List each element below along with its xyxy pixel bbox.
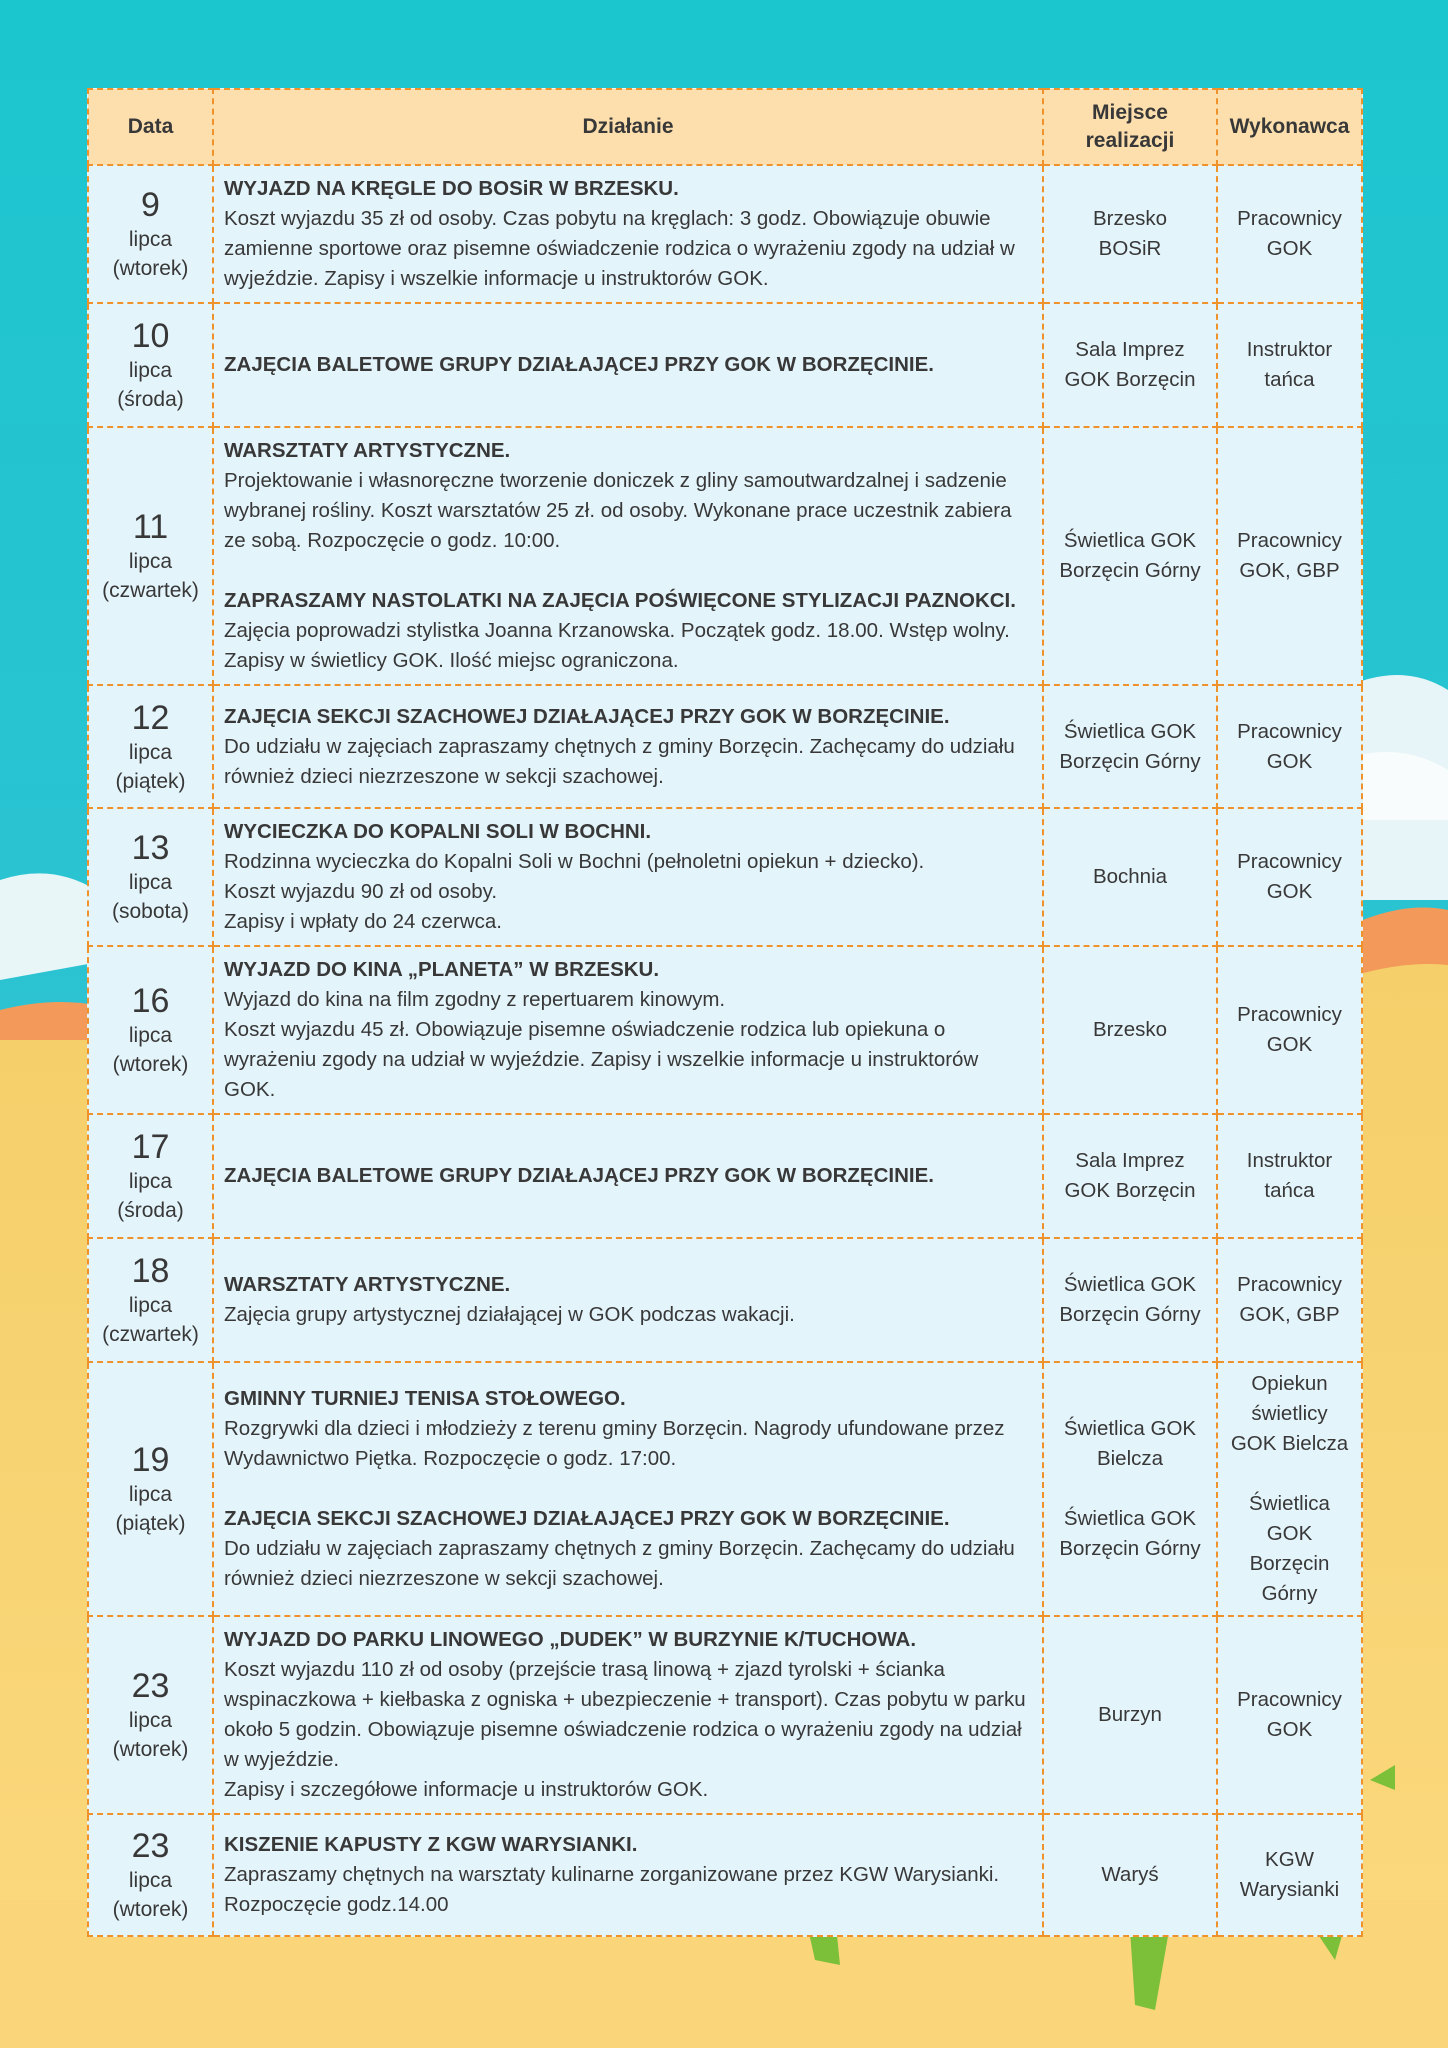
performer-cell (1217, 303, 1362, 427)
table-row (88, 303, 1362, 427)
performer-cell (1217, 1114, 1362, 1238)
date-cell (88, 1114, 213, 1238)
table-row (88, 1114, 1362, 1238)
activity-title: WYCIECZKA DO KOPALNI SOLI W BOCHNI. (224, 820, 652, 843)
activity-description: Do udziału w zajęciach zapraszamy chętnych z gminy Borzęcin. Zachęcamy do udziału również dzieci niezrzeszone w sekcji szachowej. (224, 734, 1015, 788)
action-cell (213, 1814, 1043, 1936)
header-row (88, 89, 1362, 165)
month-label: lipca (128, 550, 173, 573)
performer-text: Instruktor tańca (1246, 1149, 1333, 1202)
performer-cell (1217, 427, 1362, 685)
activity-entry (224, 955, 1032, 1105)
activity-title: WYJAZD DO KINA „PLANETA” W BRZESKU. (224, 958, 660, 981)
month-label: lipca (128, 1294, 173, 1317)
place-text: Świetlica GOK Borzęcin Górny (1059, 719, 1201, 773)
action-cell (213, 1114, 1043, 1238)
date-cell (88, 1616, 213, 1814)
weekday-label: (środa) (117, 388, 184, 411)
date-cell (88, 685, 213, 808)
day-number: 12 (131, 698, 170, 737)
weekday-label: (piątek) (115, 1512, 186, 1535)
place-cell (1043, 685, 1217, 808)
place-text: Brzesko BOSiR (1092, 207, 1168, 260)
month-label: lipca (128, 228, 173, 251)
activity-entry (224, 436, 1032, 556)
month-label: lipca (128, 1483, 173, 1506)
header-date: Data (88, 89, 213, 165)
weekday-label: (czwartek) (102, 579, 199, 602)
table-row (88, 685, 1362, 808)
action-cell (213, 165, 1043, 303)
performer-cell (1217, 685, 1362, 808)
performer-text: Świetlica GOK Borzęcin Górny (1249, 1492, 1330, 1605)
action-cell (213, 427, 1043, 685)
table-row (88, 1814, 1362, 1936)
action-cell (213, 1362, 1043, 1616)
place-text: Świetlica GOK Borzęcin Górny (1059, 529, 1201, 582)
date-cell (88, 427, 213, 685)
month-label: lipca (128, 1170, 173, 1193)
place-cell (1043, 427, 1217, 685)
place-cell (1043, 1238, 1217, 1362)
activity-title: KISZENIE KAPUSTY Z KGW WARYSIANKI. (224, 1833, 638, 1856)
performer-text: Pracownicy GOK (1237, 719, 1342, 773)
place-text: Świetlica GOK Bielcza (1063, 1417, 1197, 1470)
place-text: Świetlica GOK Borzęcin Górny (1059, 1507, 1201, 1560)
table-row (88, 946, 1362, 1114)
activity-entry (224, 817, 1032, 937)
day-number: 17 (131, 1128, 170, 1166)
weekday-label: (wtorek) (112, 1053, 189, 1076)
day-number: 16 (131, 982, 170, 1020)
date-cell (88, 303, 213, 427)
day-number: 9 (141, 186, 160, 224)
activity-description: Projektowanie i własnoręczne tworzenie doniczek z gliny samoutwardzalnej i sadzenie wybranej rośliny. Koszt warsztatów 25 zł. od osoby. Wykonane prace uczestnik zabiera ze sobą. Rozpoczęcie o godz. 10:00. (224, 469, 1012, 552)
month-label: lipca (128, 871, 173, 894)
performer-text: Instruktor tańca (1246, 338, 1333, 391)
activity-description: Wyjazd do kina na film zgodny z repertuarem kinowym. Koszt wyjazdu 45 zł. Obowiązuje pisemne oświadczenie rodzica lub opiekuna o wyrażeniu zgody na udział w wyjeździe. Zapisy i wszelkie informacje u instruktorów GOK. (224, 988, 979, 1101)
day-number: 13 (131, 829, 170, 867)
action-cell (213, 303, 1043, 427)
day-number: 10 (131, 317, 170, 355)
place-cell (1043, 1814, 1217, 1936)
place-text: Bochnia (1092, 865, 1168, 888)
table-row (88, 1238, 1362, 1362)
action-cell (213, 1238, 1043, 1362)
table-row (88, 1362, 1362, 1616)
activity-title: ZAJĘCIA BALETOWE GRUPY DZIAŁAJĄCEJ PRZY GOK W BORZĘCINIE. (224, 353, 934, 376)
activity-entry (224, 350, 1032, 380)
activity-title: ZAJĘCIA SEKCJI SZACHOWEJ DZIAŁAJĄCEJ PRZY GOK W BORZĘCINIE. (224, 1507, 950, 1530)
table-row (88, 427, 1362, 685)
performer-cell (1217, 946, 1362, 1114)
weekday-label: (sobota) (111, 900, 190, 923)
date-cell (88, 1238, 213, 1362)
performer-cell (1217, 1238, 1362, 1362)
schedule-table (87, 88, 1363, 1937)
month-label: lipca (128, 359, 173, 382)
performer-text: Pracownicy GOK (1237, 850, 1342, 903)
action-cell (213, 1616, 1043, 1814)
header-place: Miejsce realizacji (1043, 89, 1217, 165)
activity-title: WYJAZD NA KRĘGLE DO BOSiR W BRZESKU. (224, 177, 679, 200)
performer-cell (1217, 1362, 1362, 1616)
performer-text: Pracownicy GOK (1237, 1688, 1342, 1741)
activity-title: GMINNY TURNIEJ TENISA STOŁOWEGO. (224, 1387, 626, 1410)
month-label: lipca (128, 740, 173, 764)
weekday-label: (wtorek) (112, 1898, 189, 1921)
performer-cell (1217, 808, 1362, 946)
performer-text: Opiekun świetlicy GOK Bielcza (1230, 1372, 1349, 1455)
activity-title: ZAJĘCIA SEKCJI SZACHOWEJ DZIAŁAJĄCEJ PRZY GOK W BORZĘCINIE. (224, 704, 950, 728)
weekday-label: (piątek) (115, 769, 186, 793)
date-cell (88, 946, 213, 1114)
action-cell (213, 946, 1043, 1114)
weekday-label: (wtorek) (112, 1738, 189, 1761)
performer-cell (1217, 1616, 1362, 1814)
activity-description: Zajęcia grupy artystycznej działającej w GOK podczas wakacji. (224, 1303, 795, 1326)
month-label: lipca (128, 1024, 173, 1047)
activity-entry (224, 1384, 1032, 1474)
activity-title: ZAPRASZAMY NASTOLATKI NA ZAJĘCIA POŚWIĘCONE STYLIZACJI PAZNOKCI. (224, 589, 1016, 612)
action-cell (213, 685, 1043, 808)
place-text: Brzesko (1092, 1018, 1168, 1041)
place-cell (1043, 303, 1217, 427)
place-text: Świetlica GOK Borzęcin Górny (1059, 1273, 1201, 1326)
header-performer: Wykonawca (1217, 89, 1362, 165)
date-cell (88, 165, 213, 303)
date-cell (88, 808, 213, 946)
place-text: Waryś (1101, 1863, 1159, 1886)
table-row (88, 808, 1362, 946)
activity-entry (224, 174, 1032, 294)
day-number: 11 (132, 508, 169, 546)
place-cell (1043, 165, 1217, 303)
activity-entry (224, 586, 1032, 676)
activity-description: Do udziału w zajęciach zapraszamy chętnych z gminy Borzęcin. Zachęcamy do udziału również dzieci niezrzeszone w sekcji szachowej. (224, 1537, 1015, 1590)
place-cell (1043, 1114, 1217, 1238)
activity-entry (224, 1830, 1032, 1920)
table-row (88, 165, 1362, 303)
activity-entry (224, 1504, 1032, 1594)
day-number: 19 (131, 1441, 170, 1479)
activity-entry (224, 702, 1032, 792)
performer-text: KGW Warysianki (1239, 1848, 1340, 1901)
weekday-label: (wtorek) (112, 257, 189, 280)
performer-cell (1217, 1814, 1362, 1936)
activity-description: Zajęcia poprowadzi stylistka Joanna Krzanowska. Początek godz. 18.00. Wstęp wolny. Zapisy w świetlicy GOK. Ilość miejsc ograniczona. (224, 619, 1010, 672)
activity-description: Koszt wyjazdu 35 zł od osoby. Czas pobytu na kręglach: 3 godz. Obowiązuje obuwie zamienne sportowe oraz pisemne oświadczenie rodzica o wyrażeniu zgody na udział w wyjeździe. Zapisy i wszelkie informacje u instruktorów GOK. (224, 207, 1015, 290)
performer-text: Pracownicy GOK (1237, 1003, 1342, 1056)
activity-description: Zapraszamy chętnych na warsztaty kulinarne zorganizowane przez KGW Warysianki. Rozpoczęcie godz.14.00 (224, 1863, 1000, 1916)
performer-cell (1217, 165, 1362, 303)
activity-entry (224, 1625, 1032, 1805)
performer-text: Pracownicy GOK, GBP (1237, 529, 1342, 582)
table-row (88, 1616, 1362, 1814)
activity-title: WARSZTATY ARTYSTYCZNE. (224, 439, 511, 462)
place-text: Sala Imprez GOK Borzęcin (1064, 338, 1196, 391)
month-label: lipca (128, 1709, 173, 1732)
activity-title: WYJAZD DO PARKU LINOWEGO „DUDEK” W BURZYNIE K/TUCHOWA. (224, 1628, 917, 1651)
action-cell (213, 808, 1043, 946)
activity-description: Koszt wyjazdu 110 zł od osoby (przejście trasą linową + zjazd tyrolski + ścianka wspinaczkowa + kiełbaska z ogniska + ubezpieczenie + transport). Czas pobytu w parku około 5 godzin. Obowiązuje pisemne oświadczenie rodzica o wyrażeniu zgody na udział w wyjeździe. Zapisy i szczegółowe informacje u instruktorów GOK. (224, 1658, 1026, 1801)
activity-title: ZAJĘCIA BALETOWE GRUPY DZIAŁAJĄCEJ PRZY GOK W BORZĘCINIE. (224, 1164, 934, 1187)
day-number: 23 (131, 1827, 170, 1865)
weekday-label: (środa) (117, 1199, 184, 1222)
day-number: 23 (131, 1667, 170, 1705)
activity-description: Rodzinna wycieczka do Kopalni Soli w Bochni (pełnoletni opiekun + dziecko). Koszt wyjazdu 90 zł od osoby. Zapisy i wpłaty do 24 czerwca. (224, 850, 925, 933)
activity-entry (224, 1161, 1032, 1191)
weekday-label: (czwartek) (102, 1323, 199, 1346)
activity-title: WARSZTATY ARTYSTYCZNE. (224, 1273, 511, 1296)
day-number: 18 (131, 1252, 170, 1290)
place-cell (1043, 1362, 1217, 1616)
activity-entry (224, 1270, 1032, 1330)
place-text: Sala Imprez GOK Borzęcin (1064, 1149, 1196, 1202)
date-cell (88, 1362, 213, 1616)
place-cell (1043, 946, 1217, 1114)
date-cell (88, 1814, 213, 1936)
place-cell (1043, 808, 1217, 946)
place-cell (1043, 1616, 1217, 1814)
performer-text: Pracownicy GOK, GBP (1237, 1273, 1342, 1326)
header-action: Działanie (213, 89, 1043, 165)
place-text: Burzyn (1098, 1703, 1162, 1726)
month-label: lipca (128, 1869, 173, 1892)
activity-description: Rozgrywki dla dzieci i młodzieży z terenu gminy Borzęcin. Nagrody ufundowane przez Wydawnictwo Piętka. Rozpoczęcie o godz. 17:00. (224, 1417, 1005, 1470)
performer-text: Pracownicy GOK (1237, 207, 1342, 260)
